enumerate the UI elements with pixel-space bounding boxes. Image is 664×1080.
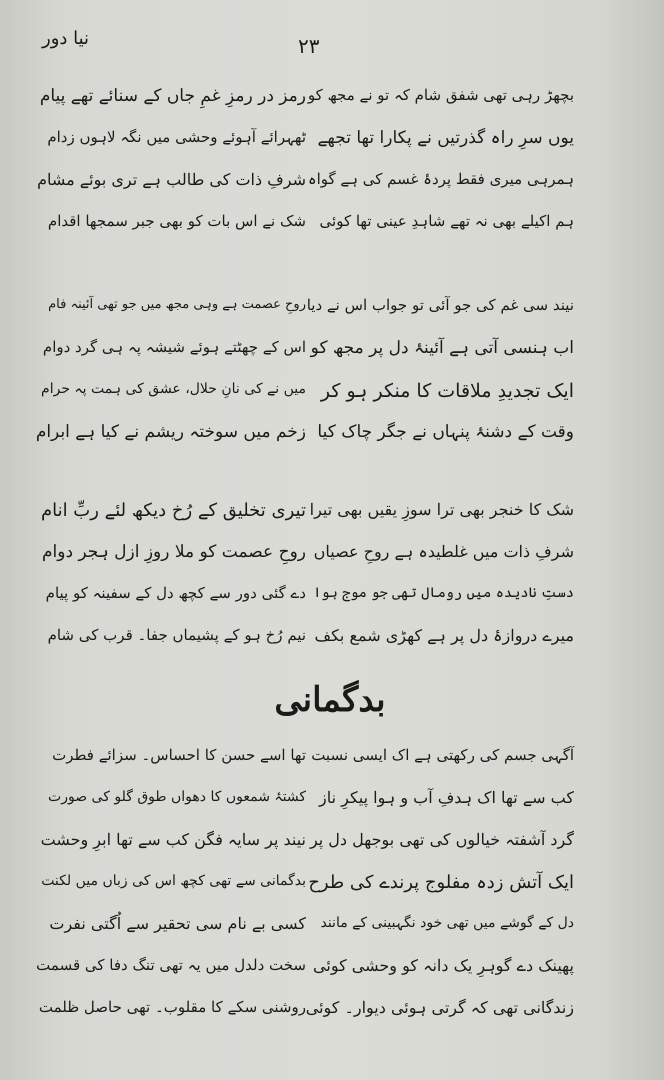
- verse-line: شرفِ ذات کی طالب ہے تری بوئے مشام: [37, 170, 306, 189]
- verse-line: کشتۂ شمعوں کا دھواں طوق گلو کی صورت: [48, 789, 306, 805]
- verse-line: تیری تخلیق کے رُخ دیکھ لئے ربِّ انام: [40, 500, 306, 521]
- verse-line: نیند سی غم کی جو آئی تو جواب اس نے دیا: [306, 296, 574, 314]
- verse-line: شرفِ ذات میں غلطیدہ ہے روحِ عصیاں: [313, 542, 574, 561]
- right-poem2: [304, 748, 574, 1048]
- verse-line: سخت دلدل میں یہ تھی تنگ دفا کی قسمت: [36, 956, 306, 974]
- left-stanza-3: [36, 502, 306, 662]
- verse-line: تھا اسے حسن کا احساس۔ سزائے فطرت: [52, 746, 306, 764]
- verse-line: شک کا خنجر بھی ترا سوزِ یقیں بھی تیرا: [309, 500, 574, 519]
- left-stanza-1: [36, 88, 306, 248]
- verse-line: دستِ نادیدہ میں رومال تھی جو موج ہوا: [313, 585, 574, 601]
- verse-line: روحِ عصمت کو ملا روزِ ازل ہجر دوام: [41, 542, 306, 562]
- verse-line: نیم رُخ ہو کے پشیماں جفا۔ قرب کی شام: [47, 626, 306, 644]
- verse-line: وقت کے دشنۂ پنہاں نے جگر چاک کیا: [317, 422, 574, 442]
- verse-line: اس کے چھٹتے ہوئے شیشہ پہ ہی گرد دوام: [42, 338, 306, 356]
- verse-line: کسی بے نام سی تحقیر سے اُگتی نفرت: [49, 914, 306, 933]
- verse-line: ایک آتش زدہ مفلوج پرندے کی طرح: [308, 872, 574, 893]
- verse-line: بدگمانی سے تھی کچھ اس کی زباں میں لکنت: [41, 873, 306, 889]
- verse-line: میرے دروازۂ دل پر ہے کھڑی شمع بکف: [314, 626, 574, 645]
- right-stanza-1: [304, 88, 574, 248]
- right-stanza-3: [304, 502, 574, 662]
- journal-name: نیا دور: [42, 28, 90, 49]
- verse-line: روشنی سکے کا مقلوب۔ تھی حاصل ظلمت: [38, 998, 306, 1016]
- verse-line: آگہی جسم کی رکھتی ہے اک ایسی نسبت: [311, 746, 574, 764]
- verse-line: دے گئی دور سے کچھ دل کے سفینہ کو پیام: [45, 584, 306, 602]
- right-stanza-2: [304, 298, 574, 458]
- verse-line: رمز در رمزِ غمِ جاں کے سنائے تھے پیام: [39, 86, 306, 106]
- verse-line: میں نے کی نانِ حلال، عشق کی ہمت پہ حرام: [41, 381, 306, 397]
- verse-line: ہم اکیلے بھی نہ تھے شاہدِ عینی تھا کوئی: [319, 212, 574, 230]
- verse-line: روحِ عصمت ہے وہی مجھ میں جو تھی آئینہ فام: [48, 297, 306, 312]
- verse-line: دل کے گوشے میں تھی خود نگہبینی کے مانند: [320, 915, 574, 931]
- verse-line: پھینک دے گوہرِ یک دانہ کو وحشی کوئی: [313, 956, 574, 975]
- verse-line: زندگانی تھی کہ گرتی ہوئی دیوار۔ کوئی: [305, 998, 574, 1017]
- page-number: ۲۳: [298, 34, 320, 58]
- left-stanza-2: [36, 298, 306, 458]
- poem-title: بدگمانی: [274, 680, 386, 720]
- verse-line: نیند پر سایہ فگن کب سے تھا ابرِ وحشت: [40, 830, 306, 849]
- verse-line: بچھڑ رہی تھی شفق شام کہ تو نے مجھ کو: [307, 86, 574, 104]
- verse-line: ہمرہی میری فقط پردۂ غسم کی ہے گواہ: [307, 170, 574, 188]
- verse-line: شک نے اس بات کو بھی جبر سمجھا اقدام: [47, 212, 306, 230]
- verse-line: ایک تجدیدِ ملاقات کا منکر ہو کر: [320, 380, 574, 402]
- verse-line: اب ہنسی آتی ہے آئینۂ دل پر مجھ کو: [310, 338, 574, 358]
- verse-line: ٹھہرائے آہوئے وحشی میں نگہ لاہوں زدام: [47, 128, 306, 146]
- verse-line: گرد آشفتہ خیالوں کی تھی بوجھل دل پر: [309, 830, 574, 849]
- verse-line: زخم میں سوختہ ریشم نے کیا ہے ابرام: [35, 422, 306, 442]
- verse-line: کب سے تھا اک ہدفِ آب و ہوا پیکرِ ناز: [318, 788, 574, 807]
- left-poem2: [36, 748, 306, 1048]
- verse-line: یوں سرِ راہ گذرتیں نے پکارا تھا تجھے: [317, 128, 574, 148]
